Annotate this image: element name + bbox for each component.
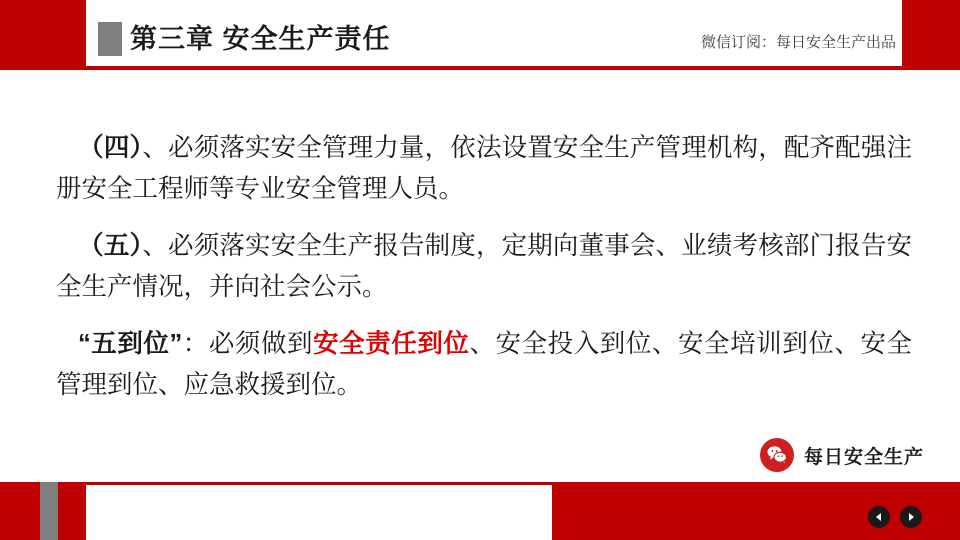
wechat-subscribe-note: 微信订阅：每日安全生产出品 [700, 34, 896, 51]
five-in-place-lead: “五到位” [78, 330, 183, 358]
paragraph-text-four: 、必须落实安全管理力量，依法设置安全生产管理机构，配齐配强注册安全工程师等专业安全管理人员。 [56, 134, 912, 203]
five-in-place-after: 、安全投入到位、安全培训到位、安全管理到位、应急救援到位。 [56, 330, 912, 399]
wechat-icon [760, 438, 794, 472]
paragraph-item-five [56, 226, 912, 308]
footer-gap [86, 482, 552, 540]
brand-label: 每日安全生产 [803, 446, 924, 468]
footer-rule [86, 482, 552, 485]
paragraph-item-four [56, 128, 912, 210]
paragraph-five-in-place [56, 324, 912, 406]
arrow-left-icon[interactable] [868, 506, 890, 528]
header-accent-left [0, 0, 86, 70]
header-accent-right [902, 0, 960, 70]
slide-content [56, 128, 912, 422]
title-bullet-block [98, 22, 122, 56]
brand-badge [760, 438, 924, 472]
paragraph-lead-four: （四） [78, 134, 143, 162]
header-rule [86, 66, 902, 70]
paragraph-text-five: 、必须落实安全生产报告制度，定期向董事会、业绩考核部门报告安全生产情况，并向社会公示。 [56, 232, 912, 301]
five-in-place-before: ：必须做到 [182, 330, 314, 358]
five-in-place-emphasis: 安全责任到位 [313, 330, 470, 358]
footer-accent-block [40, 482, 58, 540]
paragraph-lead-five: （五） [78, 232, 143, 260]
slide-navigation [868, 506, 922, 528]
page-title: 第三章 安全生产责任 [130, 24, 391, 54]
arrow-right-icon[interactable] [900, 506, 922, 528]
